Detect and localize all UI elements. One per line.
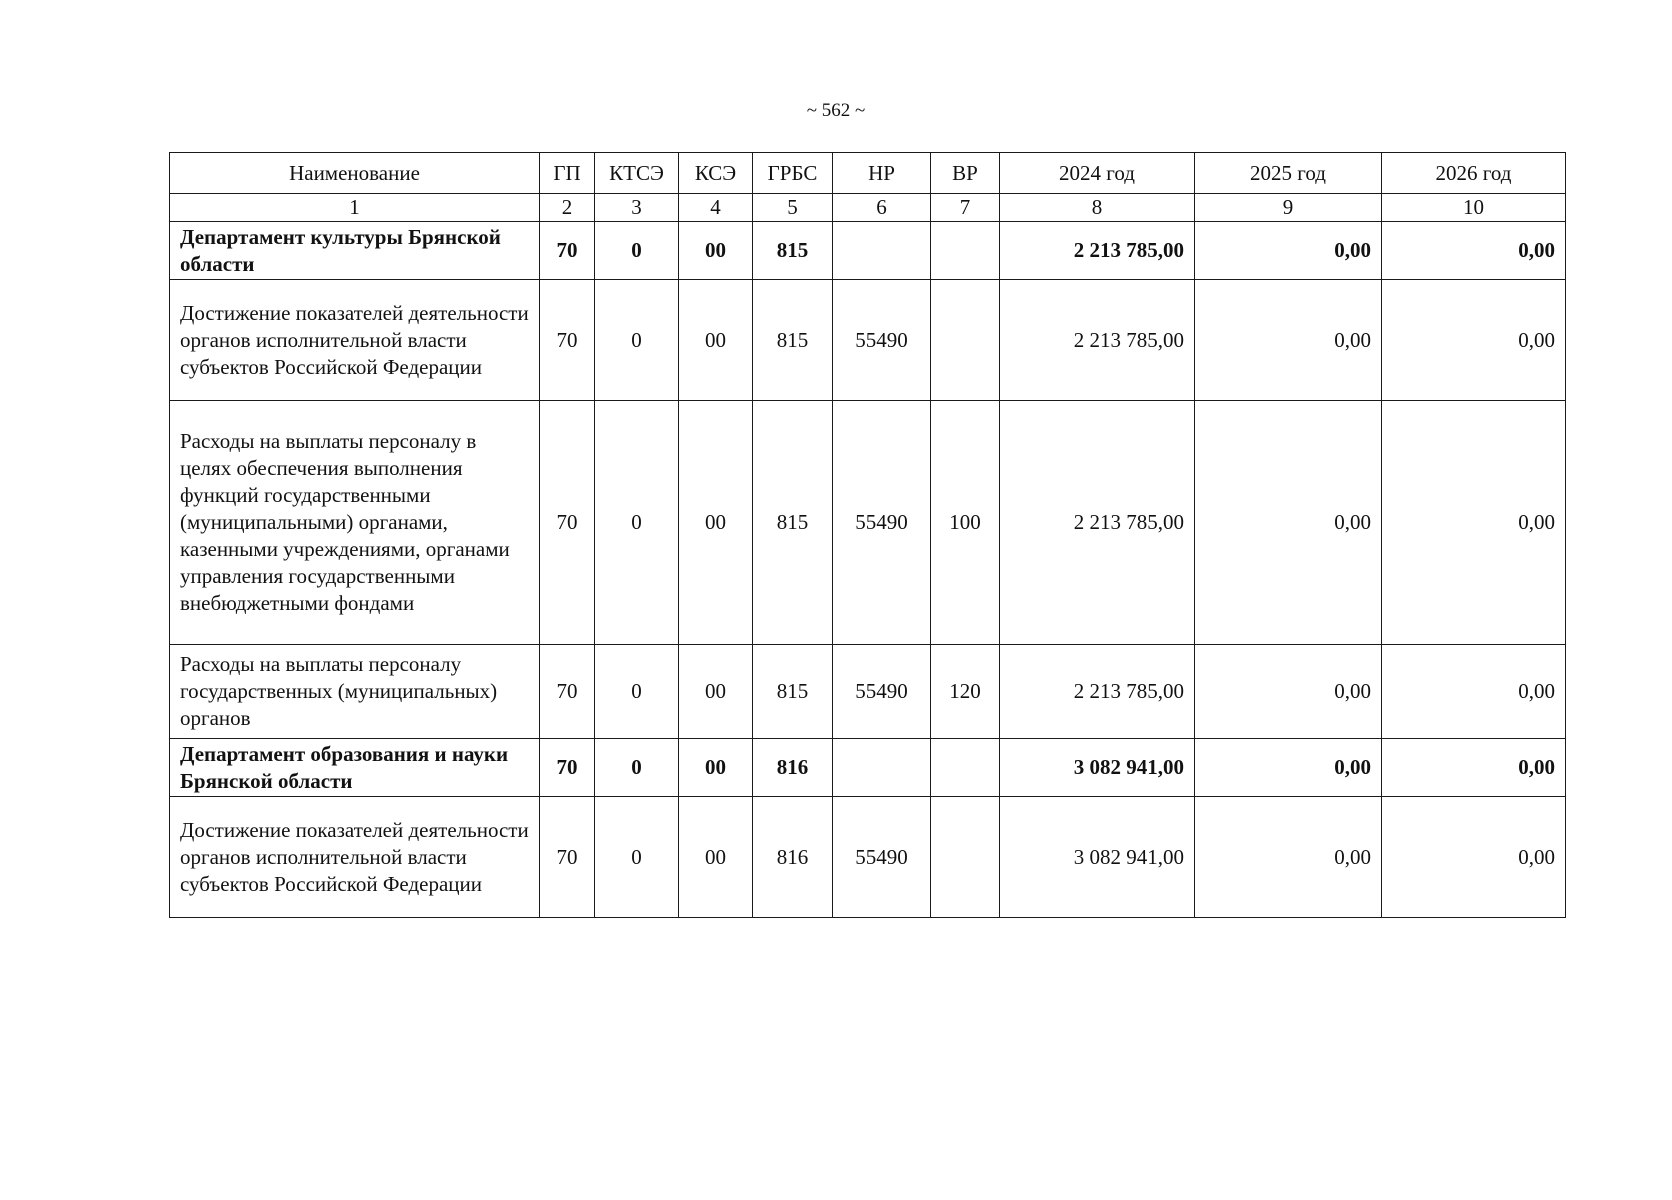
column-number: 9	[1195, 194, 1382, 222]
column-number: 6	[833, 194, 931, 222]
row-ktse: 0	[595, 645, 679, 739]
row-grbs: 816	[753, 797, 833, 918]
row-2024: 3 082 941,00	[1000, 797, 1195, 918]
row-2026: 0,00	[1382, 645, 1566, 739]
page-number: ~ 562 ~	[806, 100, 866, 121]
row-2026: 0,00	[1382, 401, 1566, 645]
row-name: Расходы на выплаты персоналу государственных (муниципальных) органов	[170, 645, 540, 739]
row-name: Достижение показателей деятельности органов исполнительной власти субъектов Российской Федерации	[170, 280, 540, 401]
row-kse: 00	[679, 222, 753, 280]
row-name: Расходы на выплаты персоналу в целях обеспечения выполнения функций государственными (муниципальными) органами, казенными учреждениями, органами управления государственными внебюджетными фондами	[170, 401, 540, 645]
row-2026: 0,00	[1382, 222, 1566, 280]
row-2025: 0,00	[1195, 222, 1382, 280]
row-vr: 100	[931, 401, 1000, 645]
row-nr: 55490	[833, 797, 931, 918]
row-nr: 55490	[833, 645, 931, 739]
row-ktse: 0	[595, 222, 679, 280]
row-2026: 0,00	[1382, 739, 1566, 797]
row-nr: 55490	[833, 280, 931, 401]
row-vr	[931, 797, 1000, 918]
row-gp: 70	[540, 401, 595, 645]
column-number: 2	[540, 194, 595, 222]
header-kse: КСЭ	[679, 153, 753, 194]
row-ktse: 0	[595, 739, 679, 797]
row-nr	[833, 222, 931, 280]
column-number: 10	[1382, 194, 1566, 222]
row-nr: 55490	[833, 401, 931, 645]
table-row	[170, 797, 1566, 918]
row-grbs: 815	[753, 645, 833, 739]
header-nr: НР	[833, 153, 931, 194]
column-number-row	[170, 194, 1566, 222]
column-number: 5	[753, 194, 833, 222]
row-gp: 70	[540, 739, 595, 797]
row-gp: 70	[540, 222, 595, 280]
row-grbs: 815	[753, 401, 833, 645]
row-kse: 00	[679, 739, 753, 797]
row-2026: 0,00	[1382, 280, 1566, 401]
row-gp: 70	[540, 797, 595, 918]
row-2025: 0,00	[1195, 645, 1382, 739]
row-name: Департамент образования и науки Брянской области	[170, 739, 540, 797]
header-2024: 2024 год	[1000, 153, 1195, 194]
row-ktse: 0	[595, 280, 679, 401]
row-nr	[833, 739, 931, 797]
table-row	[170, 280, 1566, 401]
row-kse: 00	[679, 401, 753, 645]
header-grbs: ГРБС	[753, 153, 833, 194]
table-row	[170, 401, 1566, 645]
header-2025: 2025 год	[1195, 153, 1382, 194]
row-name: Департамент культуры Брянской области	[170, 222, 540, 280]
row-name: Достижение показателей деятельности органов исполнительной власти субъектов Российской Федерации	[170, 797, 540, 918]
row-2025: 0,00	[1195, 280, 1382, 401]
row-ktse: 0	[595, 401, 679, 645]
header-2026: 2026 год	[1382, 153, 1566, 194]
header-vr: ВР	[931, 153, 1000, 194]
row-vr: 120	[931, 645, 1000, 739]
header-ktse: КТСЭ	[595, 153, 679, 194]
row-kse: 00	[679, 797, 753, 918]
row-2024: 2 213 785,00	[1000, 645, 1195, 739]
header-name: Наименование	[170, 153, 540, 194]
row-2024: 2 213 785,00	[1000, 401, 1195, 645]
row-kse: 00	[679, 280, 753, 401]
row-gp: 70	[540, 645, 595, 739]
header-gp: ГП	[540, 153, 595, 194]
row-2025: 0,00	[1195, 739, 1382, 797]
row-2026: 0,00	[1382, 797, 1566, 918]
row-grbs: 815	[753, 280, 833, 401]
row-vr	[931, 222, 1000, 280]
column-number: 7	[931, 194, 1000, 222]
row-gp: 70	[540, 280, 595, 401]
row-grbs: 815	[753, 222, 833, 280]
row-2024: 2 213 785,00	[1000, 222, 1195, 280]
budget-table	[169, 152, 1566, 918]
row-kse: 00	[679, 645, 753, 739]
column-number: 4	[679, 194, 753, 222]
column-number: 8	[1000, 194, 1195, 222]
row-vr	[931, 739, 1000, 797]
row-grbs: 816	[753, 739, 833, 797]
row-2025: 0,00	[1195, 401, 1382, 645]
row-ktse: 0	[595, 797, 679, 918]
row-2024: 3 082 941,00	[1000, 739, 1195, 797]
column-number: 3	[595, 194, 679, 222]
table-row	[170, 739, 1566, 797]
column-number: 1	[170, 194, 540, 222]
table-row	[170, 222, 1566, 280]
row-2024: 2 213 785,00	[1000, 280, 1195, 401]
header-row	[170, 153, 1566, 194]
table-row	[170, 645, 1566, 739]
row-vr	[931, 280, 1000, 401]
row-2025: 0,00	[1195, 797, 1382, 918]
